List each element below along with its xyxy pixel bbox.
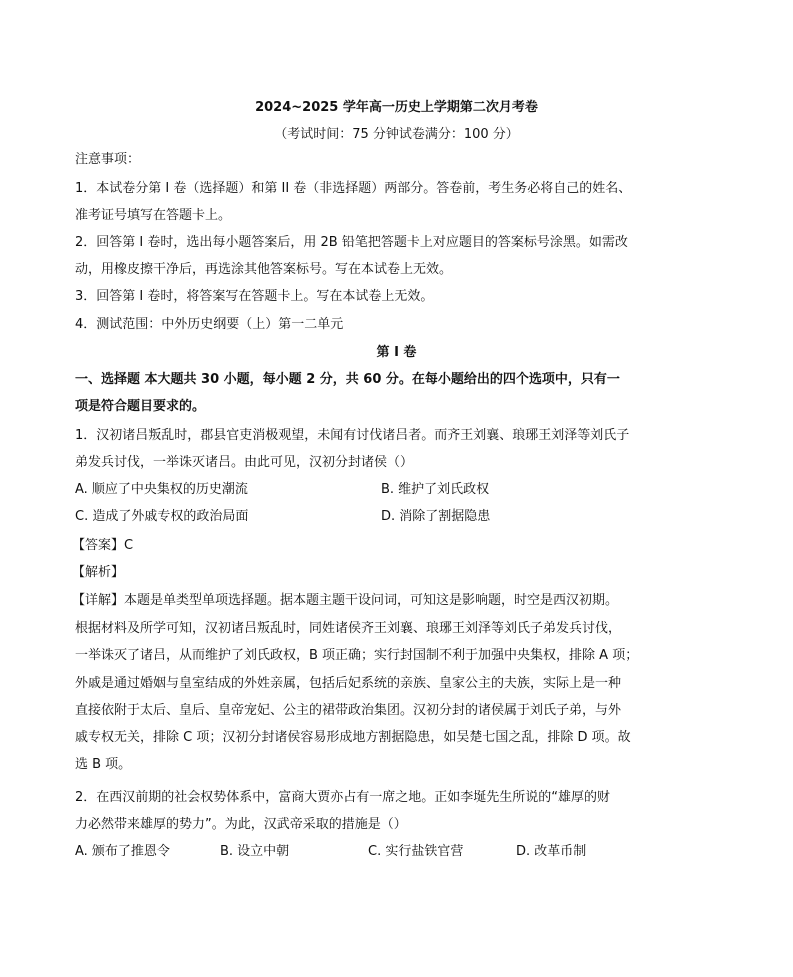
section-instruction: 一、选择题 本大题共 30 小题，每小题 2 分，共 60 分。在每小题给出的四个选项中，只有一	[75, 372, 620, 387]
q1-option-a: A. 顺应了中央集权的历史潮流	[75, 482, 248, 497]
q1-answer: 【答案】C	[72, 538, 134, 553]
q2-option-b: B. 设立中朝	[220, 844, 290, 859]
q2-option-d: D. 改革币制	[516, 844, 587, 859]
exam-subtitle: （考试时间：75 分钟试卷满分：100 分）	[274, 127, 519, 142]
q2-stem: 2．在西汉前期的社会权势体系中，富商大贾亦占有一席之地。正如李埏先生所说的“雄厚的财	[75, 790, 611, 805]
notes-line: 准考证号填写在答题卡上。	[75, 208, 232, 223]
section-instruction: 项是符合题目要求的。	[75, 399, 206, 414]
q1-option-c: C. 造成了外戚专权的政治局面	[75, 509, 249, 524]
q2-option-c: C. 实行盐铁官营	[368, 844, 464, 859]
q2-option-a: A. 颁布了推恩令	[75, 844, 170, 859]
q1-detail-line: 戚专权无关，排除 C 项；汉初分封诸侯容易形成地方割据隐患，如吴楚七国之乱，排除 D 项。故	[75, 730, 631, 745]
exam-title: 2024~2025 学年高一历史上学期第二次月考卷	[255, 100, 538, 115]
notes-line: 3．回答第 I 卷时，将答案写在答题卡上。写在本试卷上无效。	[75, 289, 434, 304]
notes-line: 1．本试卷分第 I 卷（选择题）和第 II 卷（非选择题）两部分。答卷前，考生务必将自己的姓名、	[75, 181, 632, 196]
q1-detail-line: 根据材料及所学可知，汉初诸吕叛乱时，同姓诸侯齐王刘襄、琅琊王刘泽等刘氏子弟发兵讨伐，	[75, 621, 622, 636]
q2-stem: 力必然带来雄厚的势力”。为此，汉武帝采取的措施是（）	[75, 817, 407, 832]
q1-option-d: D. 消除了割据隐患	[381, 509, 491, 524]
section-title: 第 I 卷	[376, 345, 417, 360]
notes-line: 4．测试范围：中外历史纲要（上）第一二单元	[75, 317, 344, 332]
q1-stem: 1．汉初诸吕叛乱时，郡县官吏消极观望，未闻有讨伐诸吕者。而齐王刘襄、琅琊王刘泽等刘氏子	[75, 428, 630, 443]
notes-heading: 注意事项：	[75, 152, 141, 167]
q1-detail-line: 一举诛灭了诸吕，从而维护了刘氏政权，B 项正确；实行封国制不利于加强中央集权，排除 A 项；	[75, 648, 639, 663]
notes-line: 2．回答第 I 卷时，选出每小题答案后，用 2B 铅笔把答题卡上对应题目的答案标号涂黑。如需改	[75, 235, 628, 250]
q1-analysis-label: 【解析】	[72, 565, 125, 580]
q1-detail-line: 【详解】本题是单类型单项选择题。据本题主题干设问词，可知这是影响题，时空是西汉初期。	[72, 593, 619, 608]
q1-detail-line: 直接依附于太后、皇后、皇帝宠妃、公主的裙带政治集团。汉初分封的诸侯属于刘氏子弟，与外	[75, 703, 622, 718]
q1-option-b: B. 维护了刘氏政权	[381, 482, 490, 497]
q1-detail-line: 外戚是通过婚姻与皇室结成的外姓亲属，包括后妃系统的亲族、皇家公主的夫族，实际上是一种	[75, 676, 622, 691]
notes-line: 动，用橡皮擦干净后，再选涂其他答案标号。写在本试卷上无效。	[75, 262, 453, 277]
q1-stem: 弟发兵讨伐，一举诛灭诸吕。由此可见，汉初分封诸侯（）	[75, 455, 414, 470]
q1-detail-line: 选 B 项。	[75, 757, 132, 772]
